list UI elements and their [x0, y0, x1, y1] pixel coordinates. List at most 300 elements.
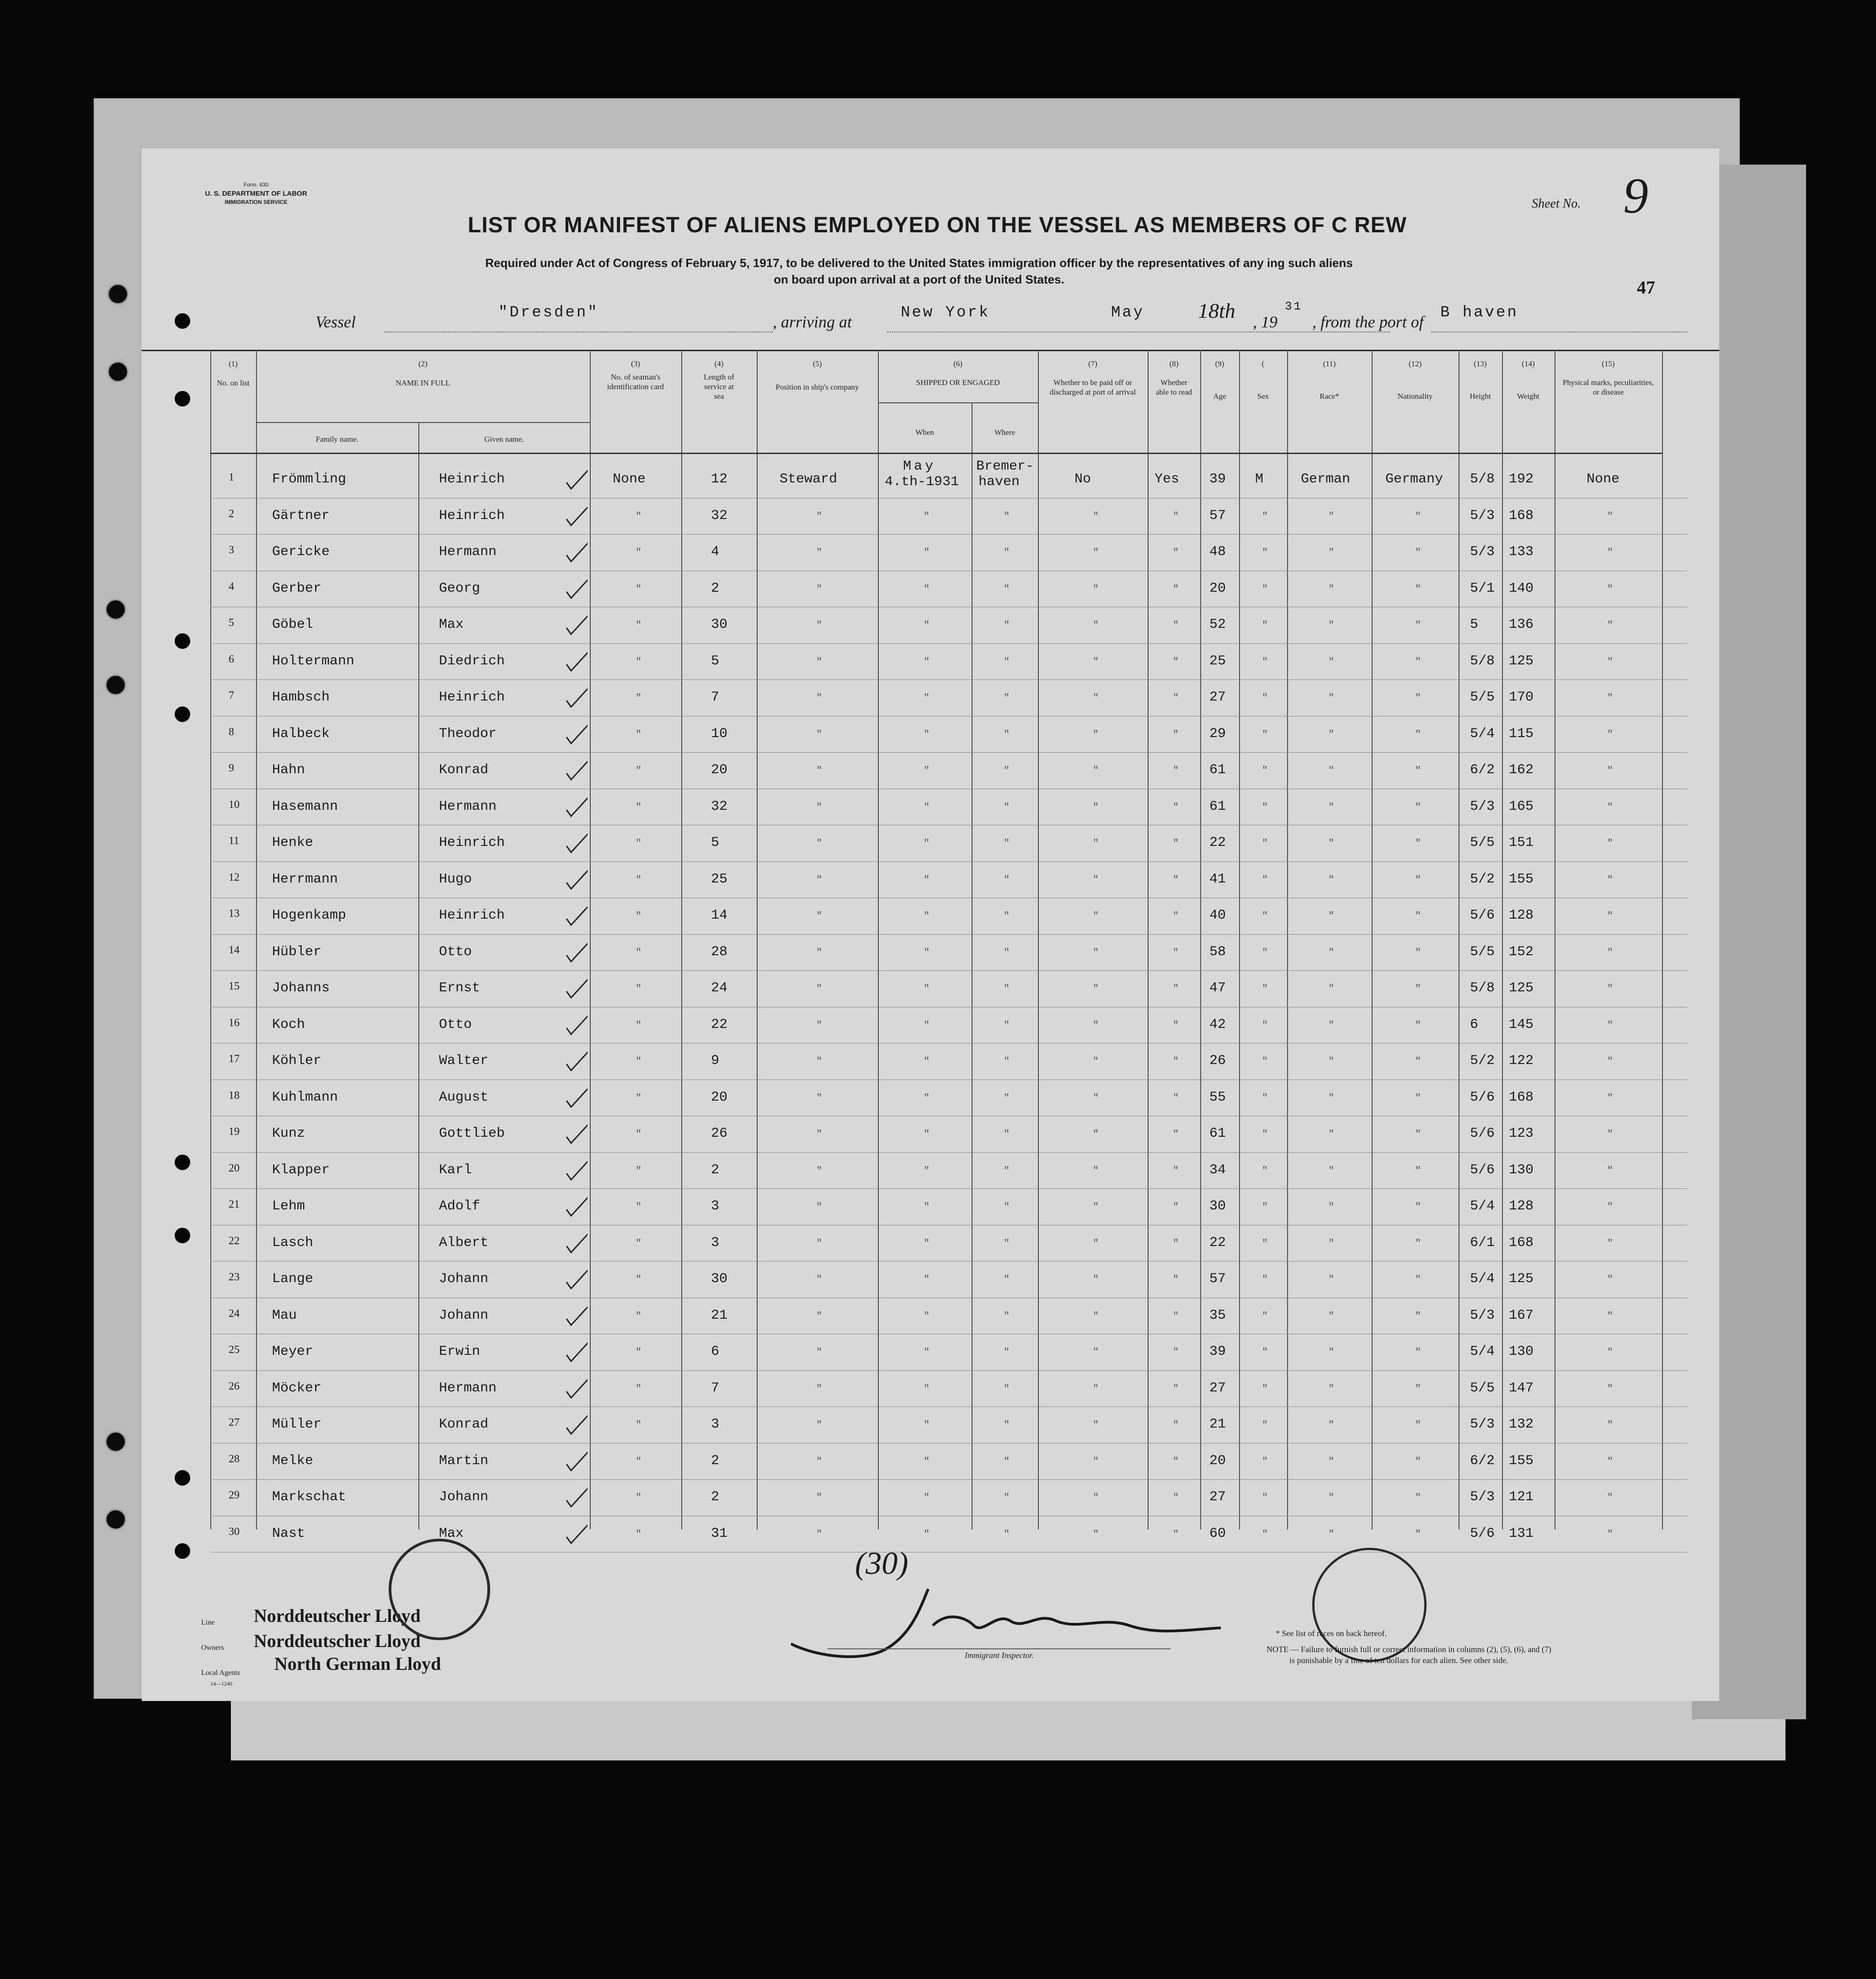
age: 29 [1209, 726, 1226, 742]
total-count: (30) [855, 1546, 909, 1581]
table-top-rule [142, 350, 1719, 351]
row-number: 17 [229, 1053, 240, 1065]
ditto-mark: " [816, 620, 823, 631]
ditto-mark: " [636, 1274, 642, 1285]
ditto-mark: " [1093, 1201, 1099, 1213]
ditto-mark: " [1173, 1019, 1179, 1031]
ditto-mark: " [1607, 1274, 1614, 1285]
height: 6/2 [1470, 1453, 1495, 1469]
ditto-mark: " [1173, 1237, 1179, 1249]
ditto-mark: " [1262, 1165, 1268, 1177]
height: 5/2 [1470, 871, 1495, 887]
service-length: 32 [711, 798, 728, 814]
punch-hole [175, 1228, 190, 1243]
note-line-2: is punishable by a fine of ten dollars for each alien. See other side. [1289, 1656, 1508, 1665]
ditto-mark: " [1004, 1492, 1010, 1503]
id-card-number: None [613, 471, 646, 487]
ditto-mark: " [1173, 1092, 1179, 1104]
form-code: 14—1240 [210, 1680, 232, 1687]
check-mark [565, 792, 588, 818]
ditto-mark: " [1093, 656, 1099, 668]
given-name: Georg [439, 580, 481, 596]
ditto-mark: " [1093, 1419, 1099, 1431]
ditto-mark: " [1607, 838, 1614, 849]
ditto-mark: " [1607, 765, 1614, 776]
ditto-mark: " [1415, 1092, 1422, 1104]
check-mark [565, 610, 588, 636]
ditto-mark: " [636, 1419, 642, 1431]
check-mark [565, 1229, 588, 1254]
height: 5/4 [1470, 1344, 1495, 1359]
ditto-mark: " [1328, 910, 1335, 922]
service-length: 5 [711, 653, 720, 669]
ditto-mark: " [1415, 801, 1422, 813]
ditto-mark: " [1093, 838, 1099, 849]
ditto-mark: " [1607, 1347, 1614, 1358]
ditto-mark: " [1415, 983, 1422, 995]
weight: 152 [1509, 944, 1534, 960]
ditto-mark: " [924, 620, 930, 631]
ditto-mark: " [1093, 1347, 1099, 1358]
owners-value: Norddeutscher Lloyd [254, 1631, 421, 1651]
given-name: Hugo [439, 871, 472, 887]
weight: 123 [1509, 1126, 1534, 1141]
weight: 165 [1509, 798, 1534, 814]
family-name: Hübler [272, 944, 322, 960]
arrival-month: May [1111, 304, 1145, 321]
row-number: 3 [229, 544, 234, 556]
ditto-mark: " [1415, 1165, 1422, 1177]
ditto-mark: " [924, 874, 930, 886]
service-length: 26 [711, 1126, 728, 1141]
service-length: 3 [711, 1198, 720, 1214]
age: 22 [1209, 835, 1226, 850]
ditto-mark: " [1607, 620, 1614, 631]
row-number: 7 [229, 690, 234, 701]
ditto-mark: " [1328, 874, 1335, 886]
height: 5/6 [1470, 1126, 1495, 1141]
given-name: Martin [439, 1453, 489, 1469]
ditto-mark: " [1173, 1492, 1179, 1503]
ditto-mark: " [924, 692, 930, 704]
ditto-mark: " [1328, 728, 1335, 740]
family-name: Kunz [272, 1126, 305, 1141]
service-length: 2 [711, 1453, 720, 1469]
punch-hole [175, 706, 190, 722]
row-number: 11 [229, 835, 240, 847]
service-length: 25 [711, 871, 728, 887]
col-header-14: (14) Weight [1517, 359, 1539, 401]
ditto-mark: " [1004, 1383, 1010, 1395]
row-number: 16 [229, 1016, 240, 1029]
given-name: Johann [439, 1307, 489, 1323]
height: 5/3 [1470, 1417, 1495, 1432]
ditto-mark: " [636, 547, 642, 558]
ditto-mark: " [1004, 983, 1010, 995]
row-rule [210, 752, 1687, 753]
family-name: Halbeck [272, 726, 330, 742]
ditto-mark: " [1173, 838, 1179, 849]
ditto-mark: " [1415, 1129, 1422, 1140]
given-name: Heinrich [439, 471, 505, 487]
age: 35 [1209, 1307, 1226, 1323]
height: 5/4 [1470, 1271, 1495, 1287]
col-rule [1662, 350, 1663, 1530]
family-name: Lange [272, 1271, 314, 1287]
ditto-mark: " [1262, 510, 1268, 522]
ditto-mark: " [1415, 620, 1422, 631]
line-label: Line [201, 1619, 215, 1626]
check-mark [565, 465, 588, 490]
given-name: Konrad [439, 762, 489, 778]
ditto-mark: " [1004, 620, 1010, 631]
ditto-mark: " [924, 910, 930, 922]
punch-hole [175, 391, 190, 406]
ditto-mark: " [1415, 728, 1422, 740]
ditto-mark: " [924, 656, 930, 668]
ditto-mark: " [1262, 1056, 1268, 1067]
ditto-mark: " [636, 910, 642, 922]
ditto-mark: " [1415, 1419, 1422, 1431]
ditto-mark: " [636, 728, 642, 740]
ditto-mark: " [1607, 1129, 1614, 1140]
ditto-mark: " [924, 947, 930, 958]
ditto-mark: " [1262, 1092, 1268, 1104]
ditto-mark: " [816, 1528, 823, 1540]
family-name: Holtermann [272, 653, 355, 669]
ditto-mark: " [816, 510, 823, 522]
service-length: 3 [711, 1417, 720, 1432]
ditto-mark: " [924, 1419, 930, 1431]
ditto-mark: " [1262, 1455, 1268, 1467]
ditto-mark: " [1093, 765, 1099, 776]
ditto-mark: " [1004, 1347, 1010, 1358]
service-length: 10 [711, 726, 728, 742]
note-line-1: NOTE — Failure to furnish full or correct information in columns (2), (5), (6), and (7) [1267, 1645, 1551, 1654]
header-subrule [256, 422, 590, 423]
family-name: Gerber [272, 580, 322, 596]
ditto-mark: " [1262, 1492, 1268, 1503]
given-name: Hermann [439, 798, 497, 814]
from-port: B haven [1440, 304, 1518, 321]
row-number: 6 [229, 653, 234, 665]
col-header-13: (13) Height [1470, 359, 1491, 401]
height: 5/6 [1470, 1162, 1495, 1178]
ditto-mark: " [1093, 910, 1099, 922]
ditto-mark: " [1328, 1056, 1335, 1067]
ditto-mark: " [636, 1019, 642, 1031]
punch-hole [175, 1543, 190, 1559]
ditto-mark: " [1415, 874, 1422, 886]
form-number: Form. 630 [243, 182, 269, 188]
ditto-mark: " [1262, 1310, 1268, 1322]
service-length: 31 [711, 1525, 728, 1541]
ditto-mark: " [1607, 547, 1614, 558]
service-length: 4 [711, 544, 720, 560]
col-header-1: (1) No. on list [217, 359, 250, 387]
ditto-mark: " [816, 1419, 823, 1431]
row-number: 8 [229, 726, 234, 738]
ditto-mark: " [1262, 583, 1268, 595]
height: 5/5 [1470, 1380, 1495, 1396]
check-mark [565, 1011, 588, 1036]
col-header-4: (4) Length of service at sea [704, 359, 734, 401]
height: 5/8 [1470, 980, 1495, 996]
row-rule [210, 970, 1687, 971]
arrival-port: New York [901, 304, 990, 321]
ditto-mark: " [636, 1455, 642, 1467]
col-header-8: (8) Whether able to read [1155, 359, 1192, 396]
ditto-mark: " [1004, 765, 1010, 776]
ditto-mark: " [1262, 765, 1268, 776]
family-name: Koch [272, 1016, 305, 1032]
weight: 128 [1509, 908, 1534, 923]
ditto-mark: " [636, 1056, 642, 1067]
ditto-mark: " [1415, 1310, 1422, 1322]
ditto-mark: " [1415, 1019, 1422, 1031]
ditto-mark: " [1607, 1019, 1614, 1031]
age: 22 [1209, 1235, 1226, 1251]
given-name: Adolf [439, 1198, 481, 1214]
ditto-mark: " [1328, 947, 1335, 958]
height: 5/3 [1470, 1307, 1495, 1323]
ditto-mark: " [1262, 728, 1268, 740]
age: 20 [1209, 580, 1226, 596]
given-name: Otto [439, 1016, 472, 1032]
service-length: 7 [711, 1380, 720, 1396]
ditto-mark: " [924, 547, 930, 558]
height: 5/2 [1470, 1053, 1495, 1069]
ditto-mark: " [1328, 838, 1335, 849]
ditto-mark: " [816, 1383, 823, 1395]
ditto-mark: " [816, 1129, 823, 1140]
col-rule [256, 350, 257, 1530]
ditto-mark: " [1093, 620, 1099, 631]
given-name: Konrad [439, 1417, 489, 1432]
ditto-mark: " [1093, 947, 1099, 958]
service-length: 3 [711, 1235, 720, 1251]
ditto-mark: " [1173, 1383, 1179, 1395]
service-length: 2 [711, 1162, 720, 1178]
ditto-mark: " [924, 1347, 930, 1358]
family-name: Hasemann [272, 798, 338, 814]
col-header-6: (6) SHIPPED OR ENGAGED [916, 359, 1000, 387]
ditto-mark: " [636, 1492, 642, 1503]
col-header-7: (7) Whether to be paid off or discharged at port of arrival [1049, 359, 1136, 396]
ditto-mark: " [1173, 547, 1179, 558]
row-rule [210, 716, 1687, 717]
from-label: , from the port of [1312, 313, 1424, 331]
service-length: 12 [711, 471, 728, 487]
ditto-mark: " [636, 874, 642, 886]
service-length: 32 [711, 508, 728, 524]
vessel-label: Vessel [315, 313, 356, 331]
paid-off: No [1074, 471, 1091, 487]
row-number: 26 [229, 1380, 240, 1392]
arrival-day: 18th [1198, 299, 1235, 322]
ditto-mark: " [1004, 1165, 1010, 1177]
ditto-mark: " [1262, 838, 1268, 849]
height: 5/1 [1470, 580, 1495, 596]
age: 42 [1209, 1016, 1226, 1032]
ditto-mark: " [1093, 983, 1099, 995]
col-rule [972, 402, 973, 1530]
owners-label: Owners [201, 1644, 224, 1652]
ditto-mark: " [1004, 1528, 1010, 1540]
ditto-mark: " [1093, 1165, 1099, 1177]
weight: 168 [1509, 1089, 1534, 1105]
service-length: 24 [711, 980, 728, 996]
ditto-mark: " [636, 656, 642, 668]
nationality: Germany [1385, 471, 1443, 487]
ditto-mark: " [1607, 692, 1614, 704]
ditto-mark: " [924, 510, 930, 522]
age: 57 [1209, 1271, 1226, 1287]
height: 6/2 [1470, 762, 1495, 778]
ditto-mark: " [816, 1056, 823, 1067]
ditto-mark: " [1607, 1419, 1614, 1431]
ditto-mark: " [1004, 1237, 1010, 1249]
ditto-mark: " [924, 1455, 930, 1467]
row-number: 28 [229, 1453, 240, 1465]
family-name: Melke [272, 1453, 314, 1469]
ditto-mark: " [1004, 728, 1010, 740]
subtitle [279, 255, 1559, 288]
check-mark [565, 756, 588, 781]
ditto-mark: " [1415, 1347, 1422, 1358]
ditto-mark: " [1173, 583, 1179, 595]
col-header-5: (5) Position in ship's company [775, 359, 859, 391]
weight: 168 [1509, 508, 1534, 524]
header-subrule [878, 402, 1038, 403]
height: 5 [1470, 617, 1479, 632]
ditto-mark: " [1607, 510, 1614, 522]
col-header-2: (2) NAME IN FULL [396, 359, 450, 387]
service-length: 7 [711, 690, 720, 705]
service-length: 30 [711, 1271, 728, 1287]
ditto-mark: " [816, 1092, 823, 1104]
punch-hole [105, 1509, 126, 1530]
col-header-2a: Family name. [315, 435, 359, 444]
given-name: Heinrich [439, 908, 505, 923]
weight: 136 [1509, 617, 1534, 632]
ditto-mark: " [1093, 1092, 1099, 1104]
given-name: Max [439, 617, 464, 632]
check-mark [565, 574, 588, 599]
ditto-mark: " [1328, 801, 1335, 813]
row-number: 22 [229, 1235, 240, 1247]
ditto-mark: " [1093, 728, 1099, 740]
age: 21 [1209, 1417, 1226, 1432]
row-number: 10 [229, 798, 240, 811]
ditto-mark: " [636, 983, 642, 995]
ditto-mark: " [1173, 1528, 1179, 1540]
ditto-mark: " [924, 1528, 930, 1540]
row-rule [210, 643, 1687, 644]
weight: 155 [1509, 1453, 1534, 1469]
header-bottom-rule [210, 453, 1662, 454]
ditto-mark: " [1262, 1347, 1268, 1358]
col-header-2b: Given name. [484, 435, 524, 444]
ditto-mark: " [1607, 874, 1614, 886]
age: 27 [1209, 690, 1226, 705]
ditto-mark: " [1093, 1492, 1099, 1503]
manifest-sheet [142, 149, 1719, 1701]
ditto-mark: " [1093, 874, 1099, 886]
given-name: Theodor [439, 726, 497, 742]
ditto-mark: " [816, 838, 823, 849]
service-length: 22 [711, 1016, 728, 1032]
ditto-mark: " [816, 656, 823, 668]
col-header-11: (11) Race* [1320, 359, 1339, 401]
ditto-mark: " [1328, 1455, 1335, 1467]
weight: 132 [1509, 1417, 1534, 1432]
ditto-mark: " [816, 1237, 823, 1249]
subtitle-line-2: on board upon arrival at a port of the United States. [774, 273, 1064, 286]
ditto-mark: " [924, 1201, 930, 1213]
ditto-mark: " [816, 547, 823, 558]
check-mark [565, 1047, 588, 1072]
check-mark [565, 1483, 588, 1508]
ditto-mark: " [636, 838, 642, 849]
service-length: 9 [711, 1053, 720, 1069]
given-name: Karl [439, 1162, 472, 1178]
ditto-mark: " [1004, 1019, 1010, 1031]
ditto-mark: " [816, 583, 823, 595]
ditto-mark: " [1093, 1528, 1099, 1540]
ditto-mark: " [1328, 1092, 1335, 1104]
ditto-mark: " [1093, 801, 1099, 813]
ditto-mark: " [1328, 547, 1335, 558]
row-rule [210, 679, 1687, 680]
ditto-mark: " [1093, 1383, 1099, 1395]
check-mark [565, 901, 588, 926]
position: Steward [780, 471, 838, 487]
given-name: Heinrich [439, 835, 505, 850]
ditto-mark: " [1328, 1528, 1335, 1540]
ditto-mark: " [1004, 547, 1010, 558]
check-mark [565, 502, 588, 527]
ditto-mark: " [1173, 1419, 1179, 1431]
able-to-read: Yes [1154, 471, 1180, 487]
col-rule [1502, 350, 1503, 1530]
ditto-mark: " [1415, 692, 1422, 704]
weight: 125 [1509, 653, 1534, 669]
weight: 130 [1509, 1162, 1534, 1178]
row-number: 1 [229, 471, 234, 483]
ditto-mark: " [1173, 983, 1179, 995]
ditto-mark: " [1173, 692, 1179, 704]
year-prefix: , 19 [1253, 313, 1277, 331]
ditto-mark: " [1093, 1056, 1099, 1067]
col-rule [878, 350, 879, 1530]
height: 6/1 [1470, 1235, 1495, 1251]
ditto-mark: " [1004, 1455, 1010, 1467]
check-mark [565, 974, 588, 999]
check-mark [565, 829, 588, 854]
ditto-mark: " [1173, 1455, 1179, 1467]
given-name: Max [439, 1525, 464, 1541]
height: 5/3 [1470, 508, 1495, 524]
age: 60 [1209, 1525, 1226, 1541]
check-mark [565, 1447, 588, 1472]
check-mark [565, 1265, 588, 1290]
ditto-mark: " [816, 1274, 823, 1285]
check-mark [565, 1119, 588, 1145]
family-name: Klapper [272, 1162, 330, 1178]
ditto-mark: " [1173, 947, 1179, 958]
ditto-mark: " [1328, 1419, 1335, 1431]
